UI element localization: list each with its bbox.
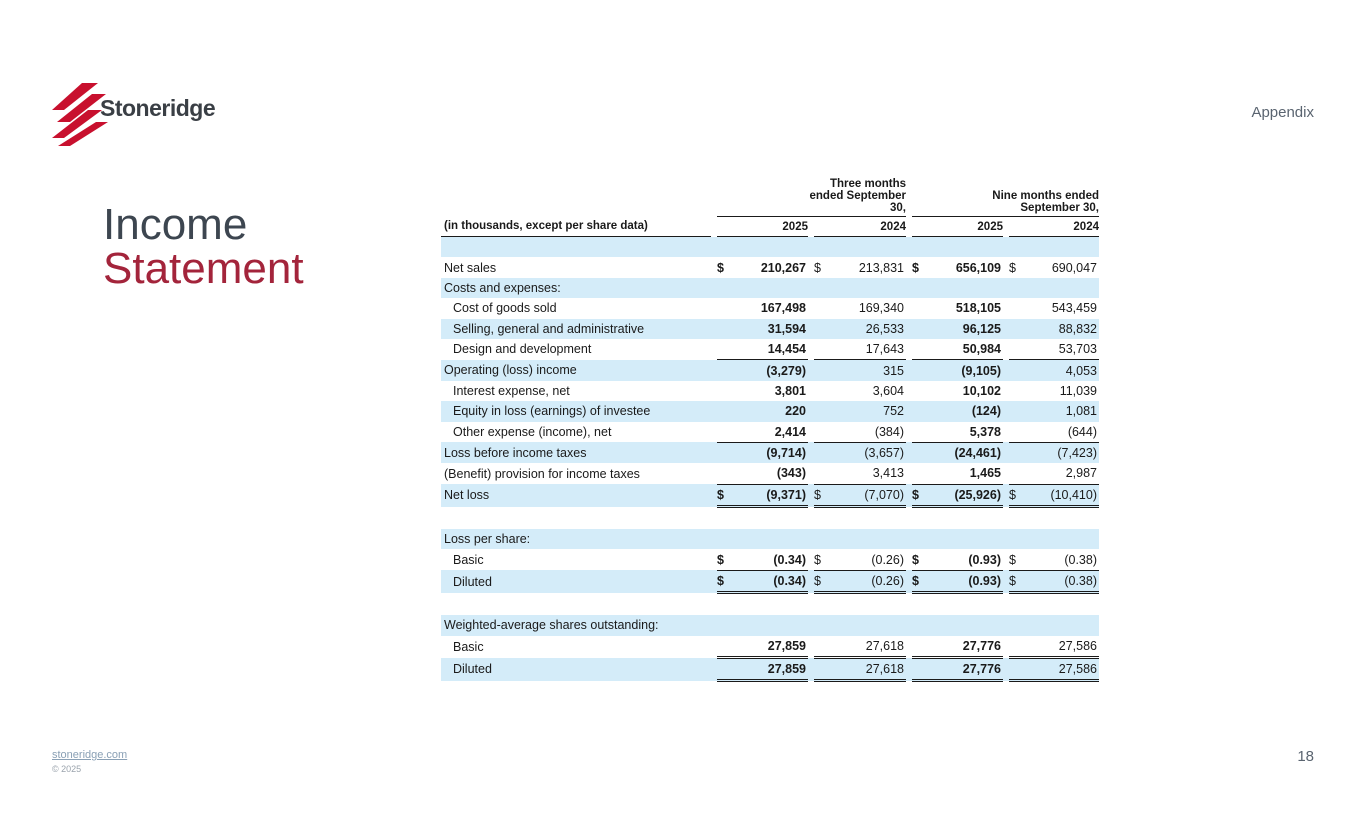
row-label: Equity in loss (earnings) of investee: [441, 401, 711, 421]
currency-symbol: $: [1009, 484, 1021, 506]
table-row: [441, 298, 1099, 318]
cell-value: 17,643: [826, 339, 906, 360]
cell-value: (644): [1021, 422, 1099, 443]
currency-symbol: $: [814, 549, 826, 570]
table-row: [441, 463, 1099, 484]
row-label: Weighted-average shares outstanding:: [441, 615, 711, 635]
cell-value: 31,594: [729, 319, 808, 339]
spacer-row: [441, 507, 1099, 530]
cell-value: 27,776: [924, 636, 1003, 658]
cell-value: (0.38): [1021, 549, 1099, 570]
period-header-row: [441, 178, 1099, 217]
cell-value: (7,423): [1021, 442, 1099, 463]
row-label: Cost of goods sold: [453, 301, 557, 316]
cell-value: 3,604: [872, 383, 904, 398]
cell-value: 50,984: [924, 339, 1003, 360]
cell-value: (0.34): [729, 570, 808, 592]
brand-name: Stoneridge: [100, 95, 216, 121]
title-line-2: Statement: [103, 244, 304, 293]
currency-symbol: $: [814, 570, 826, 592]
table-row: [441, 658, 1099, 681]
row-label: Operating (loss) income: [441, 360, 711, 381]
currency-symbol: $: [717, 549, 729, 570]
cell-value: 53,703: [1021, 339, 1099, 360]
row-label: Design and development: [453, 342, 592, 357]
cell-value: (343): [729, 463, 808, 484]
year-header: 2024: [814, 217, 906, 237]
cell-value: 14,454: [729, 339, 808, 360]
cell-value: 690,047: [1051, 260, 1097, 275]
cell-value: 3,413: [826, 463, 906, 484]
cell-value: (0.26): [826, 570, 906, 592]
cell-value: 27,618: [826, 636, 906, 658]
cell-value: 315: [826, 360, 906, 381]
blank-row: [441, 237, 1099, 258]
table-row: [441, 360, 1099, 381]
cell-value: (0.38): [1021, 570, 1099, 592]
table-row: [441, 339, 1099, 360]
cell-value: (24,461): [924, 442, 1003, 463]
cell-value: 27,618: [826, 658, 906, 681]
cell-value: 27,586: [1021, 658, 1099, 681]
cell-value: 11,039: [1059, 383, 1097, 398]
row-label: (Benefit) provision for income taxes: [444, 466, 640, 481]
cell-value: 5,378: [924, 422, 1003, 443]
website-link[interactable]: stoneridge.com: [52, 749, 128, 761]
cell-value: (0.93): [924, 549, 1003, 570]
cell-value: (9,105): [924, 360, 1003, 381]
currency-symbol: $: [912, 570, 924, 592]
cell-value: (0.26): [826, 549, 906, 570]
section-label: Appendix: [1251, 104, 1314, 121]
currency-symbol: $: [717, 570, 729, 592]
cell-value: 27,859: [729, 636, 808, 658]
cell-value: 1,081: [1021, 401, 1099, 421]
cell-value: 167,498: [760, 301, 806, 316]
cell-value: 3,801: [774, 383, 806, 398]
currency-symbol: $: [1009, 260, 1016, 275]
row-label: Diluted: [441, 570, 711, 592]
table-row: [441, 278, 1099, 298]
cell-value: (7,070): [826, 484, 906, 506]
units-header: (in thousands, except per share data): [441, 217, 711, 237]
cell-value: 26,533: [826, 319, 906, 339]
cell-value: (384): [826, 422, 906, 443]
cell-value: (124): [924, 401, 1003, 421]
cell-value: (9,371): [729, 484, 808, 506]
cell-value: (0.93): [924, 570, 1003, 592]
row-label: Net loss: [441, 484, 711, 506]
table-row: [441, 484, 1099, 506]
cell-value: 10,102: [962, 383, 1001, 398]
copyright-text: © 2025: [52, 764, 82, 774]
cell-value: 220: [729, 401, 808, 421]
table-row: [441, 529, 1099, 549]
currency-symbol: $: [912, 549, 924, 570]
cell-value: 27,859: [729, 658, 808, 681]
year-header-row: [441, 217, 1099, 237]
row-label: Diluted: [441, 658, 711, 681]
cell-value: (0.34): [729, 549, 808, 570]
table-row: [441, 401, 1099, 421]
table-row: [441, 636, 1099, 658]
currency-symbol: $: [912, 484, 924, 506]
table-row: [441, 615, 1099, 635]
row-label: Net sales: [444, 260, 497, 275]
cell-value: 752: [826, 401, 906, 421]
year-header: 2024: [1009, 217, 1099, 237]
currency-symbol: $: [1009, 570, 1021, 592]
year-header: 2025: [912, 217, 1003, 237]
nine-months-header: Nine months ended September 30,: [912, 178, 1099, 217]
currency-symbol: $: [814, 260, 821, 275]
row-label: Selling, general and administrative: [441, 319, 711, 339]
title-line-1: Income: [103, 200, 248, 249]
cell-value: 2,414: [729, 422, 808, 443]
row-label: Basic: [453, 552, 484, 567]
table-row: [441, 549, 1099, 570]
cell-value: 169,340: [858, 301, 904, 316]
table-row: [441, 381, 1099, 401]
three-months-header: Three months ended September 30,: [717, 178, 906, 217]
cell-value: 2,987: [1021, 463, 1099, 484]
row-label: Costs and expenses:: [441, 278, 711, 298]
table-row: [441, 319, 1099, 339]
cell-value: 27,586: [1021, 636, 1099, 658]
table-row: [441, 570, 1099, 592]
cell-value: 96,125: [924, 319, 1003, 339]
row-label: Other expense (income), net: [453, 424, 612, 439]
row-label: Basic: [453, 639, 484, 654]
cell-value: 518,105: [955, 301, 1001, 316]
table-row: [441, 422, 1099, 443]
currency-symbol: $: [717, 484, 729, 506]
currency-symbol: $: [912, 260, 919, 275]
currency-symbol: $: [717, 260, 724, 275]
row-label: Loss before income taxes: [441, 442, 711, 463]
cell-value: (10,410): [1021, 484, 1099, 506]
cell-value: 543,459: [1051, 301, 1097, 316]
table-row: [441, 257, 1099, 277]
cell-value: 1,465: [924, 463, 1003, 484]
cell-value: (25,926): [924, 484, 1003, 506]
currency-symbol: $: [1009, 549, 1021, 570]
spacer-row: [441, 593, 1099, 616]
year-header: 2025: [717, 217, 808, 237]
currency-symbol: $: [814, 484, 826, 506]
cell-value: 656,109: [955, 260, 1001, 275]
cell-value: 213,831: [858, 260, 904, 275]
cell-value: 88,832: [1021, 319, 1099, 339]
page-title: [103, 200, 304, 293]
cell-value: 4,053: [1021, 360, 1099, 381]
table-row: [441, 442, 1099, 463]
cell-value: 27,776: [924, 658, 1003, 681]
page-number: 18: [1297, 748, 1314, 765]
cell-value: (3,657): [826, 442, 906, 463]
income-statement-table: [441, 178, 1099, 682]
cell-value: (3,279): [729, 360, 808, 381]
cell-value: 210,267: [760, 260, 806, 275]
row-label: Interest expense, net: [453, 383, 570, 398]
row-label: Loss per share:: [441, 529, 711, 549]
cell-value: (9,714): [729, 442, 808, 463]
